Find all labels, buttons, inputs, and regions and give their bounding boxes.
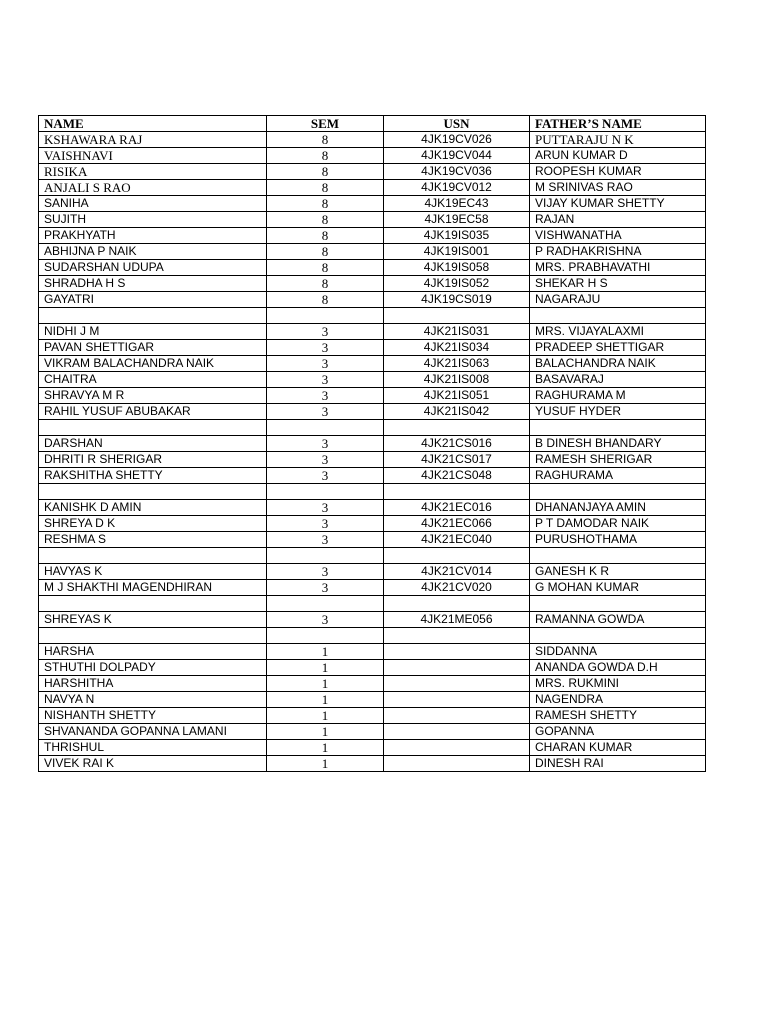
usn-cell	[384, 676, 530, 692]
father-name-cell: NAGENDRA	[530, 692, 706, 708]
father-name-cell: ARUN KUMAR D	[530, 148, 706, 164]
usn-cell: 4JK19CV036	[384, 164, 530, 180]
name-cell	[39, 308, 267, 324]
father-name-cell: RAGHURAMA	[530, 468, 706, 484]
name-cell: SUDARSHAN UDUPA	[39, 260, 267, 276]
usn-cell: 4JK21IS034	[384, 340, 530, 356]
table-row	[39, 676, 706, 692]
sem-cell	[267, 420, 384, 436]
father-name-cell: PURUSHOTHAMA	[530, 532, 706, 548]
table-row	[39, 340, 706, 356]
usn-cell	[384, 692, 530, 708]
father-name-cell: MRS. PRABHAVATHI	[530, 260, 706, 276]
table-row	[39, 404, 706, 420]
name-cell: NAVYA N	[39, 692, 267, 708]
father-name-cell: DHANANJAYA AMIN	[530, 500, 706, 516]
table-row	[39, 180, 706, 196]
table-row	[39, 260, 706, 276]
sem-cell: 3	[267, 388, 384, 404]
father-name-cell	[530, 596, 706, 612]
table-row	[39, 740, 706, 756]
usn-cell: 4JK21IS031	[384, 324, 530, 340]
usn-cell: 4JK19EC58	[384, 212, 530, 228]
name-cell: HARSHITHA	[39, 676, 267, 692]
usn-cell: 4JK21EC040	[384, 532, 530, 548]
table-row	[39, 148, 706, 164]
father-name-cell: SHEKAR H S	[530, 276, 706, 292]
usn-cell: 4JK19CV026	[384, 132, 530, 148]
name-cell: VIVEK RAI K	[39, 756, 267, 772]
sem-cell: 8	[267, 212, 384, 228]
name-cell: SHREYAS K	[39, 612, 267, 628]
name-cell	[39, 628, 267, 644]
name-cell: SUJITH	[39, 212, 267, 228]
table-row	[39, 292, 706, 308]
table-row	[39, 420, 706, 436]
name-cell: ANJALI S RAO	[39, 180, 267, 196]
father-name-cell	[530, 308, 706, 324]
table-row	[39, 468, 706, 484]
sem-cell: 3	[267, 500, 384, 516]
usn-cell: 4JK19CV012	[384, 180, 530, 196]
name-cell: VIKRAM BALACHANDRA NAIK	[39, 356, 267, 372]
sem-cell: 1	[267, 740, 384, 756]
father-name-cell: NAGARAJU	[530, 292, 706, 308]
table-body	[39, 132, 706, 772]
father-name-cell: SIDDANNA	[530, 644, 706, 660]
sem-cell: 8	[267, 132, 384, 148]
usn-cell	[384, 708, 530, 724]
table-row	[39, 548, 706, 564]
father-name-cell: YUSUF HYDER	[530, 404, 706, 420]
sem-cell	[267, 548, 384, 564]
usn-cell: 4JK21CV020	[384, 580, 530, 596]
name-cell: PAVAN SHETTIGAR	[39, 340, 267, 356]
name-cell: SHRAVYA M R	[39, 388, 267, 404]
father-name-cell: BASAVARAJ	[530, 372, 706, 388]
sem-cell: 1	[267, 692, 384, 708]
father-name-cell: ANANDA GOWDA D.H	[530, 660, 706, 676]
table-row	[39, 628, 706, 644]
usn-cell	[384, 420, 530, 436]
name-cell: NISHANTH SHETTY	[39, 708, 267, 724]
sem-cell: 3	[267, 356, 384, 372]
usn-cell: 4JK21CS048	[384, 468, 530, 484]
usn-cell	[384, 596, 530, 612]
sem-cell	[267, 484, 384, 500]
father-name-cell: PRADEEP SHETTIGAR	[530, 340, 706, 356]
header-name: NAME	[39, 116, 267, 132]
father-name-cell: P T DAMODAR NAIK	[530, 516, 706, 532]
usn-cell: 4JK21CV014	[384, 564, 530, 580]
table-header-row	[39, 116, 706, 132]
table-row	[39, 756, 706, 772]
usn-cell	[384, 308, 530, 324]
table-row	[39, 132, 706, 148]
table-row	[39, 692, 706, 708]
name-cell: HARSHA	[39, 644, 267, 660]
usn-cell: 4JK21CS017	[384, 452, 530, 468]
sem-cell: 8	[267, 260, 384, 276]
father-name-cell: DINESH RAI	[530, 756, 706, 772]
sem-cell: 3	[267, 340, 384, 356]
sem-cell: 8	[267, 228, 384, 244]
header-father-name: FATHER’S NAME	[530, 116, 706, 132]
usn-cell: 4JK21ME056	[384, 612, 530, 628]
sem-cell: 3	[267, 324, 384, 340]
father-name-cell: PUTTARAJU N K	[530, 132, 706, 148]
usn-cell: 4JK21IS008	[384, 372, 530, 388]
name-cell: NIDHI J M	[39, 324, 267, 340]
table-row	[39, 500, 706, 516]
name-cell: SANIHA	[39, 196, 267, 212]
father-name-cell	[530, 484, 706, 500]
table-row	[39, 244, 706, 260]
table-row	[39, 516, 706, 532]
usn-cell: 4JK21IS051	[384, 388, 530, 404]
name-cell: GAYATRI	[39, 292, 267, 308]
usn-cell: 4JK21CS016	[384, 436, 530, 452]
table-row	[39, 356, 706, 372]
sem-cell: 3	[267, 516, 384, 532]
sem-cell	[267, 308, 384, 324]
father-name-cell: CHARAN KUMAR	[530, 740, 706, 756]
sem-cell: 1	[267, 660, 384, 676]
sem-cell: 8	[267, 196, 384, 212]
sem-cell: 8	[267, 164, 384, 180]
father-name-cell: RAMESH SHETTY	[530, 708, 706, 724]
name-cell	[39, 484, 267, 500]
father-name-cell: P RADHAKRISHNA	[530, 244, 706, 260]
name-cell: ABHIJNA P NAIK	[39, 244, 267, 260]
father-name-cell: MRS. RUKMINI	[530, 676, 706, 692]
sem-cell: 1	[267, 756, 384, 772]
table-row	[39, 596, 706, 612]
father-name-cell: VIJAY KUMAR SHETTY	[530, 196, 706, 212]
usn-cell: 4JK19IS052	[384, 276, 530, 292]
usn-cell: 4JK21EC066	[384, 516, 530, 532]
table-row	[39, 612, 706, 628]
sem-cell: 1	[267, 708, 384, 724]
sem-cell: 8	[267, 276, 384, 292]
table-row	[39, 580, 706, 596]
name-cell: KANISHK D AMIN	[39, 500, 267, 516]
usn-cell: 4JK19IS001	[384, 244, 530, 260]
name-cell: THRISHUL	[39, 740, 267, 756]
table-row	[39, 532, 706, 548]
sem-cell: 3	[267, 564, 384, 580]
usn-cell: 4JK21EC016	[384, 500, 530, 516]
name-cell: SHREYA D K	[39, 516, 267, 532]
usn-cell	[384, 644, 530, 660]
name-cell: RAKSHITHA SHETTY	[39, 468, 267, 484]
table-row	[39, 436, 706, 452]
father-name-cell: RAGHURAMA M	[530, 388, 706, 404]
name-cell: RESHMA S	[39, 532, 267, 548]
father-name-cell: VISHWANATHA	[530, 228, 706, 244]
student-table	[38, 115, 706, 772]
table-row	[39, 724, 706, 740]
usn-cell: 4JK21IS042	[384, 404, 530, 420]
table-row	[39, 644, 706, 660]
sem-cell: 3	[267, 452, 384, 468]
usn-cell	[384, 756, 530, 772]
father-name-cell: GANESH K R	[530, 564, 706, 580]
name-cell	[39, 596, 267, 612]
table-row	[39, 324, 706, 340]
usn-cell: 4JK19IS058	[384, 260, 530, 276]
father-name-cell: B DINESH BHANDARY	[530, 436, 706, 452]
sem-cell: 3	[267, 532, 384, 548]
usn-cell	[384, 724, 530, 740]
table-row	[39, 660, 706, 676]
father-name-cell	[530, 628, 706, 644]
sem-cell: 8	[267, 180, 384, 196]
table-row	[39, 388, 706, 404]
sem-cell: 3	[267, 436, 384, 452]
sem-cell: 8	[267, 292, 384, 308]
father-name-cell	[530, 548, 706, 564]
table-row	[39, 164, 706, 180]
usn-cell: 4JK19CV044	[384, 148, 530, 164]
father-name-cell	[530, 420, 706, 436]
name-cell: RAHIL YUSUF ABUBAKAR	[39, 404, 267, 420]
father-name-cell: BALACHANDRA NAIK	[530, 356, 706, 372]
father-name-cell: G MOHAN KUMAR	[530, 580, 706, 596]
sem-cell: 8	[267, 244, 384, 260]
father-name-cell: RAMANNA GOWDA	[530, 612, 706, 628]
name-cell: KSHAWARA RAJ	[39, 132, 267, 148]
father-name-cell: RAMESH SHERIGAR	[530, 452, 706, 468]
sem-cell: 3	[267, 612, 384, 628]
table-row	[39, 372, 706, 388]
father-name-cell: ROOPESH KUMAR	[530, 164, 706, 180]
sem-cell: 3	[267, 580, 384, 596]
name-cell: CHAITRA	[39, 372, 267, 388]
name-cell: RISIKA	[39, 164, 267, 180]
usn-cell: 4JK19EC43	[384, 196, 530, 212]
table-row	[39, 708, 706, 724]
table-row	[39, 276, 706, 292]
sem-cell: 1	[267, 676, 384, 692]
sem-cell: 3	[267, 372, 384, 388]
usn-cell: 4JK19CS019	[384, 292, 530, 308]
usn-cell: 4JK19IS035	[384, 228, 530, 244]
table-row	[39, 484, 706, 500]
name-cell: SHVANANDA GOPANNA LAMANI	[39, 724, 267, 740]
sem-cell: 8	[267, 148, 384, 164]
usn-cell	[384, 660, 530, 676]
sem-cell: 1	[267, 644, 384, 660]
name-cell: SHRADHA H S	[39, 276, 267, 292]
header-sem: SEM	[267, 116, 384, 132]
name-cell: DARSHAN	[39, 436, 267, 452]
usn-cell	[384, 484, 530, 500]
name-cell: VAISHNAVI	[39, 148, 267, 164]
table-row	[39, 228, 706, 244]
sem-cell: 3	[267, 404, 384, 420]
table-row	[39, 308, 706, 324]
sem-cell: 1	[267, 724, 384, 740]
name-cell: M J SHAKTHI MAGENDHIRAN	[39, 580, 267, 596]
table-row	[39, 196, 706, 212]
usn-cell	[384, 628, 530, 644]
table-row	[39, 452, 706, 468]
header-usn: USN	[384, 116, 530, 132]
father-name-cell: GOPANNA	[530, 724, 706, 740]
name-cell: STHUTHI DOLPADY	[39, 660, 267, 676]
usn-cell: 4JK21IS063	[384, 356, 530, 372]
father-name-cell: MRS. VIJAYALAXMI	[530, 324, 706, 340]
sem-cell: 3	[267, 468, 384, 484]
usn-cell	[384, 548, 530, 564]
table-row	[39, 212, 706, 228]
table-row	[39, 564, 706, 580]
father-name-cell: RAJAN	[530, 212, 706, 228]
name-cell: PRAKHYATH	[39, 228, 267, 244]
name-cell: HAVYAS K	[39, 564, 267, 580]
name-cell: DHRITI R SHERIGAR	[39, 452, 267, 468]
usn-cell	[384, 740, 530, 756]
sem-cell	[267, 628, 384, 644]
sem-cell	[267, 596, 384, 612]
name-cell	[39, 420, 267, 436]
name-cell	[39, 548, 267, 564]
father-name-cell: M SRINIVAS RAO	[530, 180, 706, 196]
